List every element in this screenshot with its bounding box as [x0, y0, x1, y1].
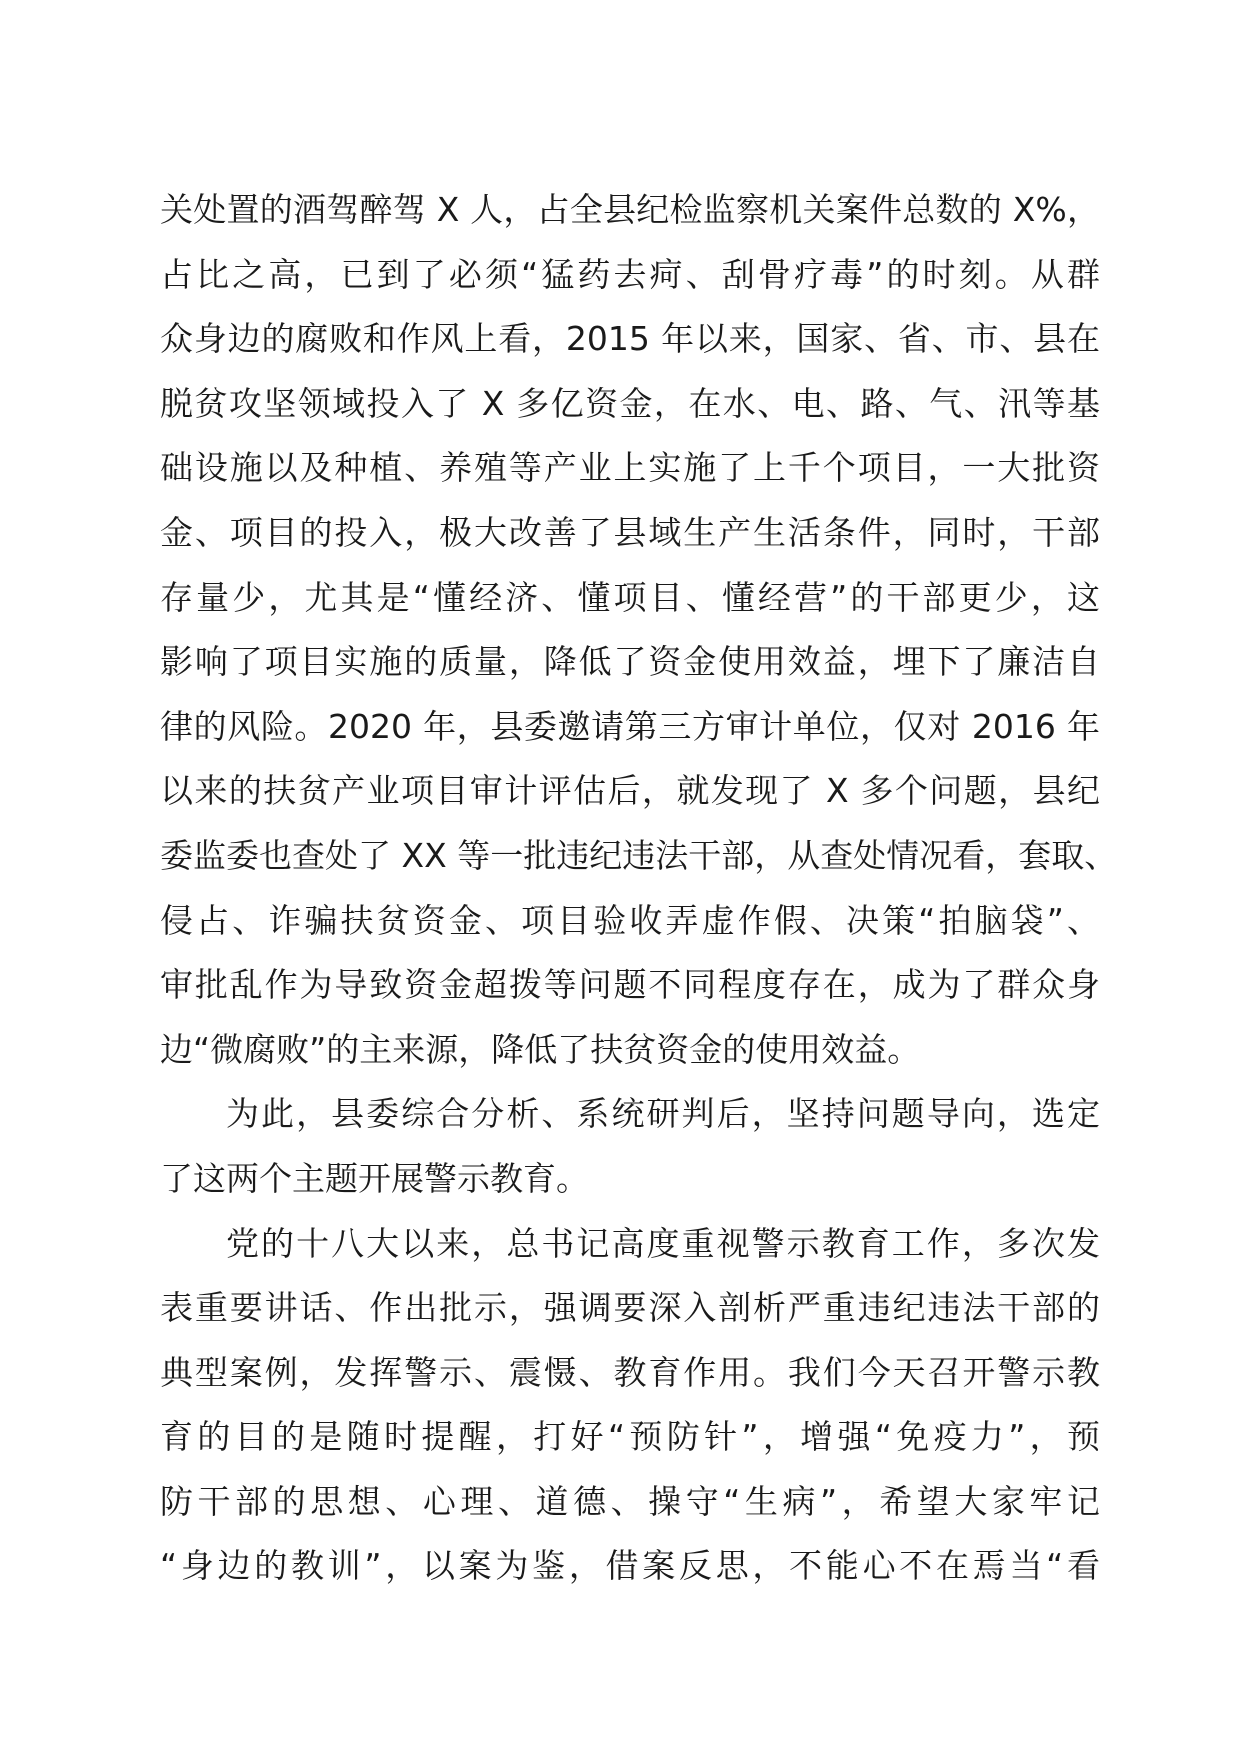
- text-line: 众身边的腐败和作风上看，2015 年以来，国家、省、市、县在: [160, 319, 1100, 359]
- text-line: 侵占、诈骗扶贫资金、项目验收弄虚作假、决策“拍脑袋”、: [160, 900, 1100, 940]
- text-line: 脱贫攻坚领域投入了 X 多亿资金，在水、电、路、气、汛等基: [160, 383, 1100, 423]
- text-line: 关处置的酒驾醉驾 X 人，占全县纪检监察机关案件总数的 X%，: [160, 190, 1100, 229]
- text-line: 以来的扶贫产业项目审计评估后，就发现了 X 多个问题，县纪: [160, 771, 1100, 811]
- text-line: 础设施以及种植、养殖等产业上实施了上千个项目，一大批资: [160, 448, 1100, 488]
- text-line: 育的目的是随时提醒，打好“预防针”，增强“免疫力”，预: [160, 1417, 1100, 1457]
- text-line: 存量少，尤其是“懂经济、懂项目、懂经营”的干部更少，这: [160, 577, 1100, 617]
- document-body: [160, 178, 1118, 1599]
- text-line: 边“微腐败”的主来源，降低了扶贫资金的使用效益。: [160, 1029, 921, 1069]
- text-line: 表重要讲话、作出批示，强调要深入剖析严重违纪违法干部的: [160, 1288, 1100, 1328]
- text-line: 委监委也查处了 XX 等一批违纪违法干部，从查处情况看，套取、: [160, 835, 1118, 875]
- text-line: 典型案例，发挥警示、震慑、教育作用。我们今天召开警示教: [160, 1352, 1100, 1392]
- text-line: 审批乱作为导致资金超拨等问题不同程度存在，成为了群众身: [160, 965, 1100, 1005]
- text-line: 占比之高，已到了必须“猛药去疴、刮骨疗毒”的时刻。从群: [160, 254, 1100, 294]
- text-line: 了这两个主题开展警示教育。: [160, 1158, 589, 1198]
- text-line: 律的风险。2020 年，县委邀请第三方审计单位，仅对 2016 年: [160, 706, 1100, 746]
- text-line: 影响了项目实施的质量，降低了资金使用效益，埋下了廉洁自: [160, 642, 1100, 682]
- paragraph-first-line: 党的十八大以来，总书记高度重视警示教育工作，多次发: [226, 1223, 1100, 1263]
- text-line: 金、项目的投入，极大改善了县域生产生活条件，同时，干部: [160, 512, 1100, 552]
- text-line: “身边的教训”，以案为鉴，借案反思，不能心不在焉当“看: [160, 1546, 1100, 1586]
- text-line: 防干部的思想、心理、道德、操守“生病”，希望大家牢记: [160, 1481, 1100, 1521]
- paragraph-first-line: 为此，县委综合分析、系统研判后，坚持问题导向，选定: [226, 1094, 1100, 1134]
